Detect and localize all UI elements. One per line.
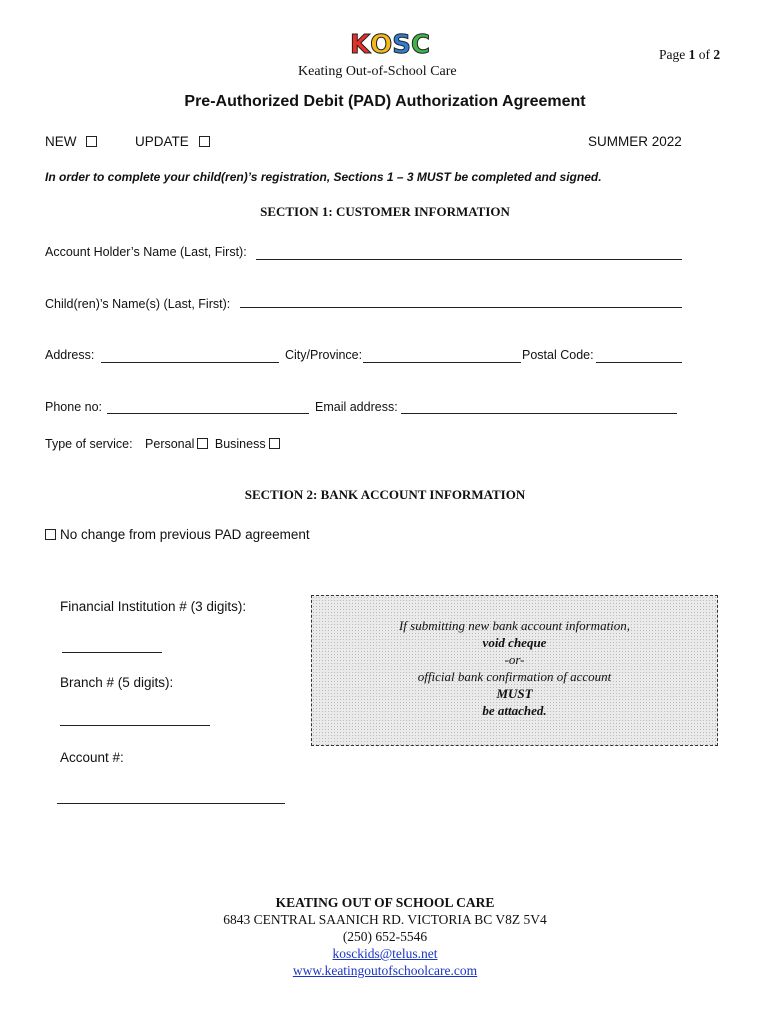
postal-code-label: Postal Code:: [522, 348, 594, 362]
update-label: UPDATE: [135, 134, 189, 149]
branch-label: Branch # (5 digits):: [60, 675, 174, 690]
footer-address: 6843 CENTRAL SAANICH RD. VICTORIA BC V8Z 5V4: [223, 912, 547, 927]
kosc-logo: [350, 30, 429, 60]
new-label: NEW: [45, 134, 77, 149]
account-holder-label: Account Holder’s Name (Last, First):: [45, 245, 247, 259]
branch-field[interactable]: [60, 725, 210, 726]
business-checkbox[interactable]: [269, 438, 280, 449]
city-province-field[interactable]: [363, 362, 521, 363]
email-label: Email address:: [315, 400, 398, 414]
personal-checkbox[interactable]: [197, 438, 208, 449]
page-current: 1: [688, 47, 696, 62]
logo-letter-s: S: [392, 30, 410, 60]
logo-letter-k: K: [350, 30, 370, 60]
new-option[interactable]: [45, 134, 100, 149]
personal-label: Personal: [145, 437, 195, 451]
notice-line-1: If submitting new bank account information,: [398, 618, 631, 633]
institution-field[interactable]: [62, 652, 162, 653]
page-total: 2: [713, 47, 721, 62]
business-label: Business: [214, 437, 266, 451]
address-label: Address:: [45, 348, 95, 362]
children-names-field[interactable]: [240, 307, 682, 308]
no-change-option[interactable]: [45, 527, 310, 542]
notice-line-5: MUST: [496, 686, 533, 701]
footer-email-link[interactable]: kosckids@telus.net: [332, 946, 438, 961]
no-change-label: No change from previous PAD agreement: [60, 527, 310, 542]
page-title: Pre-Authorized Debit (PAD) Authorization Agreement: [184, 93, 586, 110]
notice-line-2: void cheque: [482, 635, 547, 650]
page-indicator: [659, 47, 720, 63]
account-holder-field[interactable]: [256, 259, 682, 260]
page-of: of: [698, 47, 710, 62]
phone-label: Phone no:: [45, 400, 102, 414]
section1-heading: SECTION 1: CUSTOMER INFORMATION: [260, 204, 510, 219]
children-names-label: Child(ren)’s Name(s) (Last, First):: [45, 297, 231, 311]
footer-phone: (250) 652-5546: [342, 929, 428, 944]
city-province-label: City/Province:: [285, 348, 363, 362]
no-change-checkbox[interactable]: [45, 529, 56, 540]
institution-label: Financial Institution # (3 digits):: [60, 599, 247, 614]
update-option[interactable]: [135, 134, 213, 149]
postal-code-field[interactable]: [596, 362, 682, 363]
attachment-notice-box: [311, 595, 718, 746]
email-field[interactable]: [401, 413, 677, 414]
footer-website-row: [0, 963, 770, 979]
logo-letter-o: O: [370, 30, 392, 60]
account-number-label: Account #:: [60, 750, 124, 765]
service-type-label: Type of service:: [45, 437, 133, 451]
footer-website-link[interactable]: www.keatingoutofschoolcare.com: [292, 963, 478, 978]
notice-line-6: be attached.: [482, 703, 547, 718]
phone-field[interactable]: [107, 413, 309, 414]
logo-letter-c: C: [411, 30, 430, 60]
notice-line-4: official bank confirmation of account: [417, 669, 612, 684]
account-number-field[interactable]: [57, 803, 285, 804]
footer-org-name: KEATING OUT OF SCHOOL CARE: [275, 895, 495, 910]
update-checkbox[interactable]: [199, 136, 210, 147]
service-type-row: [45, 437, 283, 451]
new-checkbox[interactable]: [86, 136, 97, 147]
page-label: Page: [659, 47, 686, 62]
org-name: Keating Out-of-School Care: [298, 64, 457, 79]
address-field[interactable]: [101, 362, 279, 363]
term-label: SUMMER 2022: [588, 134, 682, 149]
notice-line-3: -or-: [504, 652, 525, 667]
instruction-text: In order to complete your child(ren)’s registration, Sections 1 – 3 MUST be completed and signed.: [45, 170, 602, 184]
footer-email-row: [0, 946, 770, 962]
section2-heading: SECTION 2: BANK ACCOUNT INFORMATION: [244, 487, 526, 502]
